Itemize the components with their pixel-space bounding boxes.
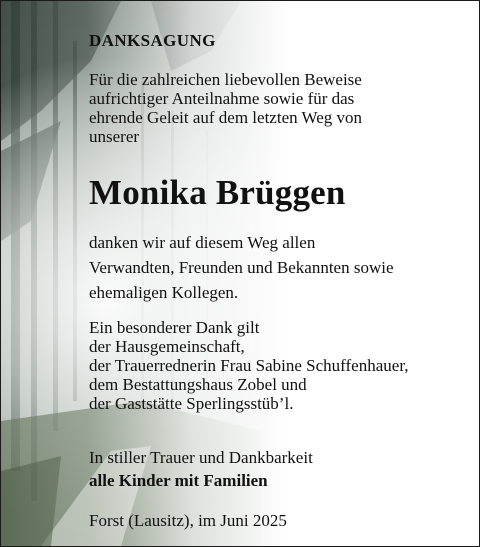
thanks-paragraph [89,230,394,305]
special-line: der Trauerrednerin Frau Sabine Schuffenhauer, [89,356,409,375]
notice-heading: DANKSAGUNG [89,31,216,50]
intro-line: ehrende Geleit auf dem letzten Weg von [89,108,363,127]
mourning-line: In stiller Trauer und Dankbarkeit [89,448,313,467]
special-line: Ein besonderer Dank gilt [89,318,260,337]
signature: alle Kinder mit Familien [89,471,268,490]
intro-line: aufrichtiger Anteilnahme sowie für das [89,89,355,108]
special-line: der Hausgemeinschaft, [89,337,245,356]
intro-line: unserer [89,127,140,146]
intro-line: Für die zahlreichen liebevollen Beweise [89,70,362,89]
thanks-line: Verwandten, Freunden und Bekannten sowie [89,258,394,277]
thanks-line: ehemaligen Kollegen. [89,283,239,302]
thanks-line: danken wir auf diesem Weg allen [89,233,316,252]
notice-content [1,1,479,546]
special-thanks-paragraph [89,318,409,413]
special-line: dem Bestattungshaus Zobel und [89,375,307,394]
place-date: Forst (Lausitz), im Juni 2025 [89,511,287,530]
intro-paragraph [89,70,362,146]
deceased-name: Monika Brüggen [89,173,346,212]
special-line: der Gaststätte Sperlingsstüb’l. [89,394,294,413]
